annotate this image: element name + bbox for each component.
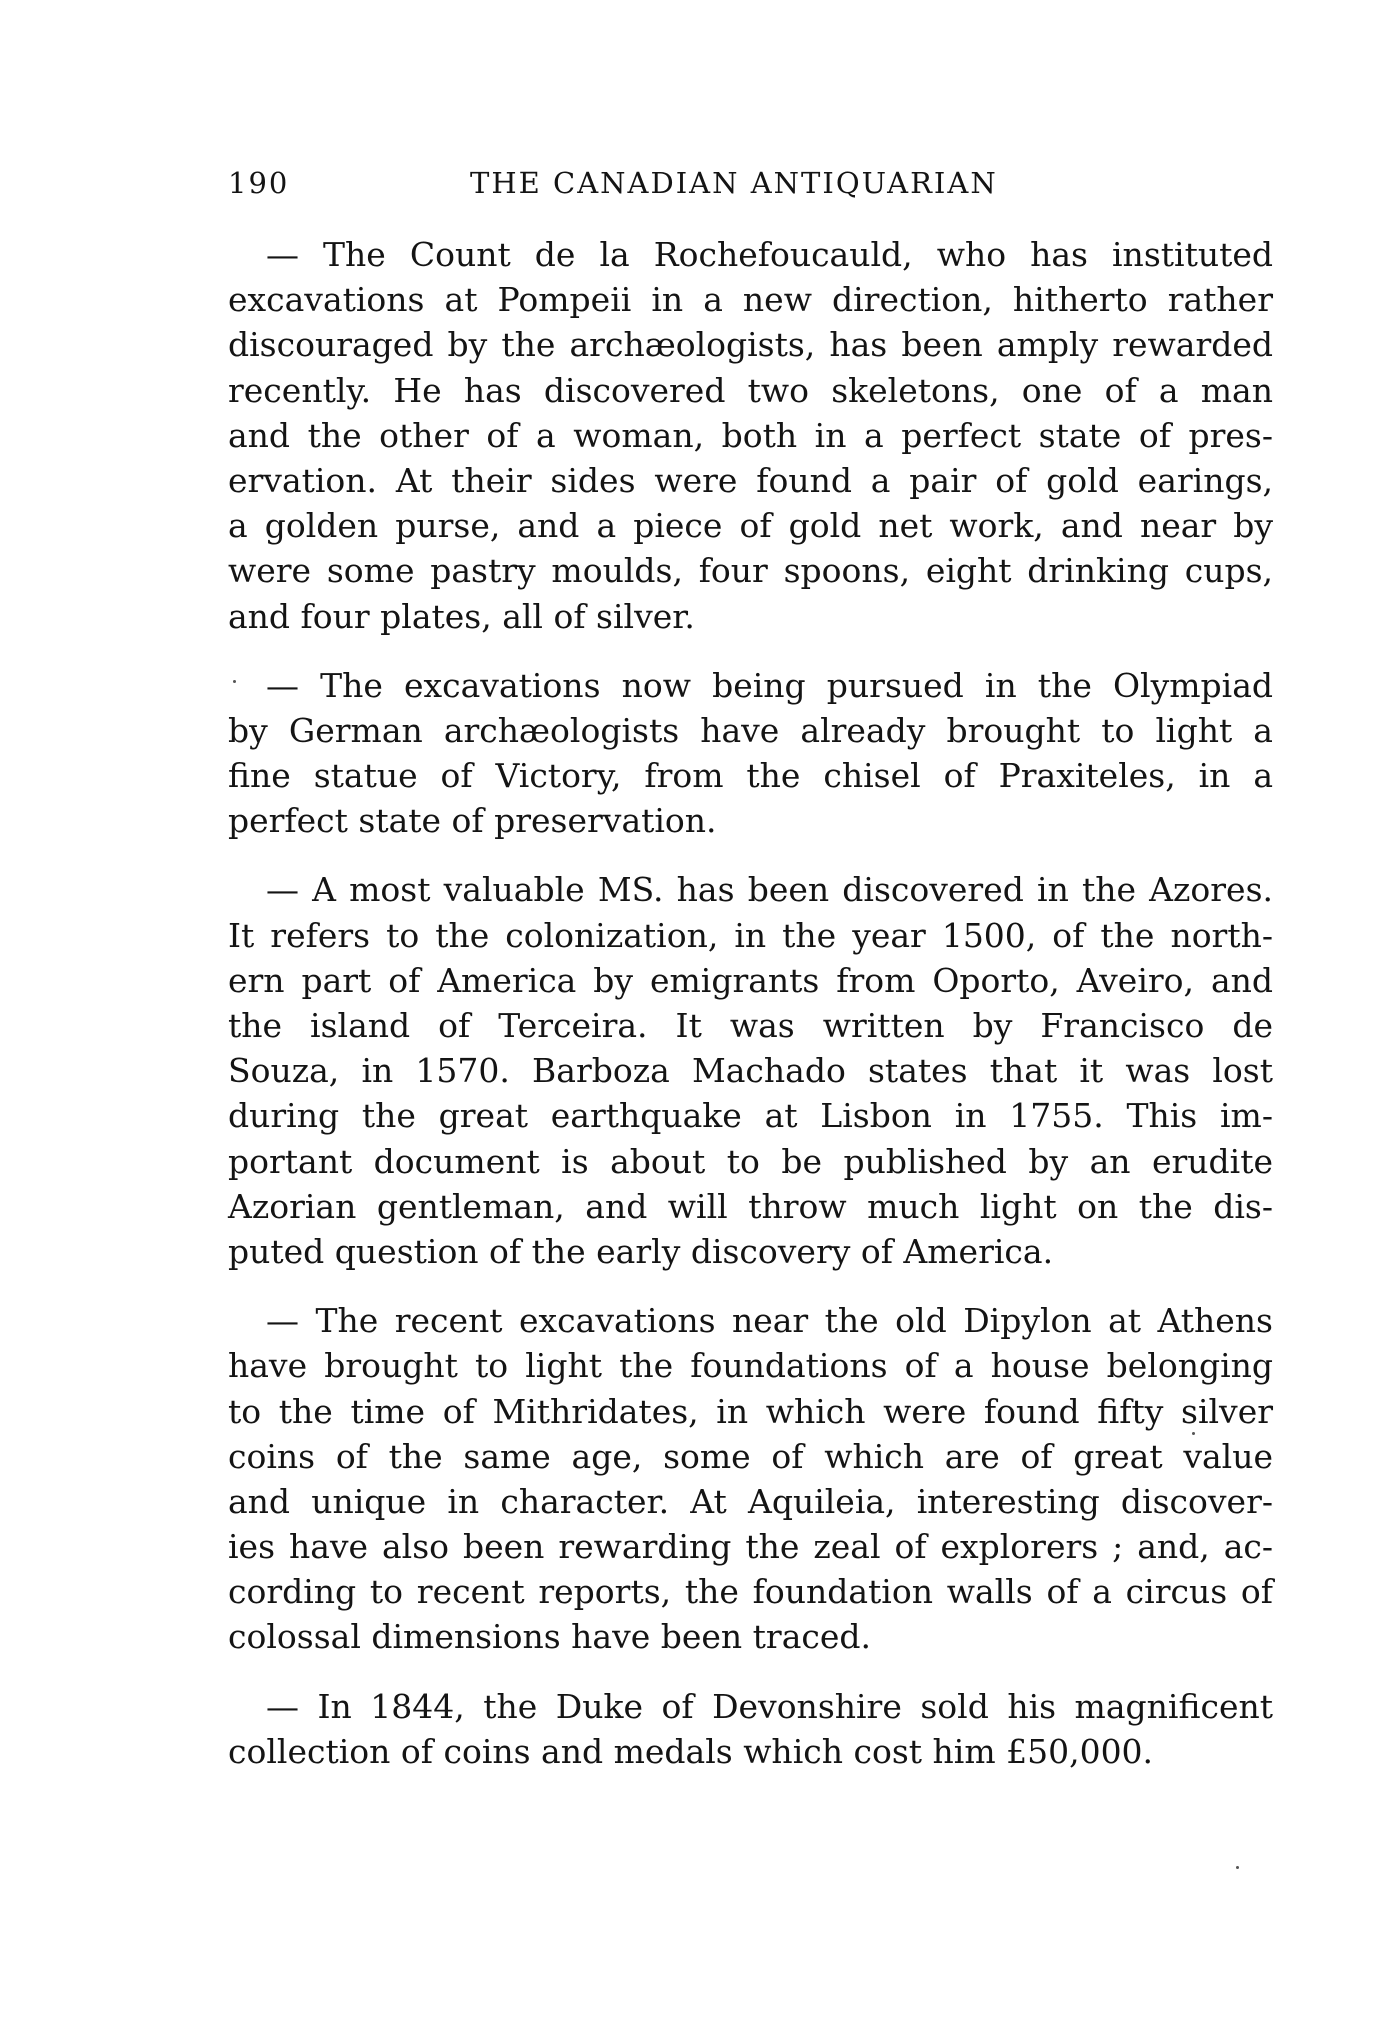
text-line: during the great earthquake at Lisbon in 1755. This im- bbox=[228, 1096, 1273, 1136]
text-line: Souza, in 1570. Barboza Machado states that it was lost bbox=[228, 1051, 1273, 1091]
text-line: — The recent excavations near the old Dipylon at Athens bbox=[266, 1301, 1273, 1341]
text-line: have brought to light the foundations of a house belonging bbox=[228, 1346, 1273, 1386]
text-line: — A most valuable MS. has been discovered in the Azores. bbox=[266, 870, 1273, 910]
text-line: were some pastry moulds, four spoons, eight drinking cups, bbox=[228, 551, 1273, 591]
text-line: and unique in character. At Aquileia, interesting discover- bbox=[228, 1481, 1273, 1521]
text-line: collection of coins and medals which cost him £50,000. bbox=[228, 1731, 1154, 1771]
text-line: a golden purse, and a piece of gold net work, and near by bbox=[228, 506, 1273, 546]
text-line: recently. He has discovered two skeletons, one of a man bbox=[228, 370, 1273, 410]
text-line: excavations at Pompeii in a new direction, hitherto rather bbox=[228, 280, 1273, 320]
print-speck bbox=[1236, 1866, 1239, 1869]
print-speck bbox=[233, 680, 236, 683]
print-speck bbox=[1192, 1432, 1195, 1435]
text-line: by German archæologists have already brought to light a bbox=[228, 710, 1273, 750]
running-head bbox=[228, 166, 1278, 206]
text-line: and four plates, all of silver. bbox=[228, 596, 695, 636]
text-line: — The excavations now being pursued in the Olympiad bbox=[266, 665, 1273, 705]
text-line: coins of the same age, some of which are of great value bbox=[228, 1436, 1273, 1476]
text-line: discouraged by the archæologists, has been amply rewarded bbox=[228, 325, 1273, 365]
page-number: 190 bbox=[228, 166, 290, 200]
text-line: and the other of a woman, both in a perfect state of pres- bbox=[228, 415, 1273, 455]
paragraph-devonshire bbox=[228, 1684, 1273, 1774]
paragraph-olympiad bbox=[228, 663, 1273, 844]
text-line: colossal dimensions have been traced. bbox=[228, 1617, 872, 1657]
text-line: — The Count de la Rochefoucauld, who has instituted bbox=[266, 235, 1273, 274]
text-line: ies have also been rewarding the zeal of explorers ; and, ac- bbox=[228, 1527, 1273, 1567]
text-line: Azorian gentleman, and will throw much light on the dis- bbox=[228, 1186, 1273, 1226]
text-line: fine statue of Victory, from the chisel of Praxiteles, in a bbox=[228, 756, 1273, 796]
paragraph-rochefoucauld bbox=[228, 232, 1273, 639]
text-line: to the time of Mithridates, in which were found fifty silver bbox=[228, 1391, 1273, 1431]
body-text bbox=[228, 232, 1273, 1798]
running-title: THE CANADIAN ANTIQUARIAN bbox=[470, 166, 998, 200]
text-line: It refers to the colonization, in the year 1500, of the north- bbox=[228, 915, 1273, 955]
text-line: ervation. At their sides were found a pair of gold earings, bbox=[228, 460, 1273, 500]
paragraph-dipylon bbox=[228, 1298, 1273, 1660]
text-line: portant document is about to be published by an erudite bbox=[228, 1141, 1273, 1181]
text-line: the island of Terceira. It was written by Francisco de bbox=[228, 1006, 1273, 1045]
text-line: cording to recent reports, the foundation walls of a circus of bbox=[228, 1572, 1273, 1612]
text-line: puted question of the early discovery of America. bbox=[228, 1231, 1054, 1271]
paragraph-azores bbox=[228, 867, 1273, 1274]
text-line: — In 1844, the Duke of Devonshire sold his magnificent bbox=[266, 1686, 1273, 1726]
text-line: ern part of America by emigrants from Oporto, Aveiro, and bbox=[228, 960, 1273, 1000]
text-line: perfect state of preservation. bbox=[228, 801, 717, 841]
